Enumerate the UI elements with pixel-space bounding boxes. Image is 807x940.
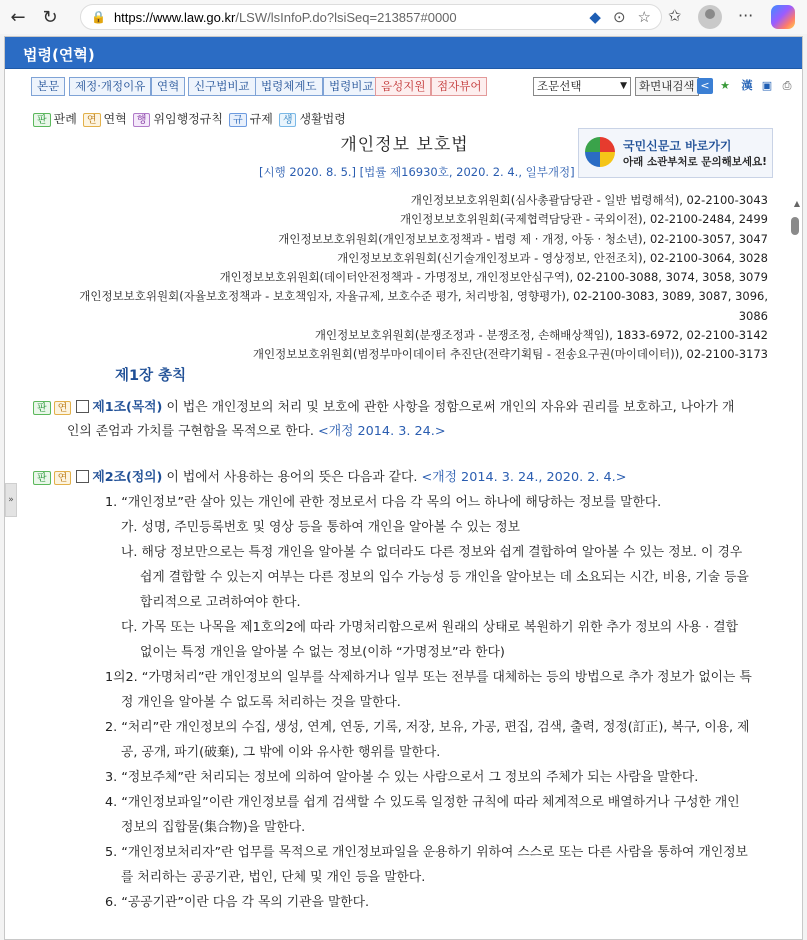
braille-viewer-button[interactable]: 점자뷰어 (431, 77, 487, 96)
banner-subtitle: 아래 소관부처로 문의해보세요! (623, 156, 767, 168)
list-item: 를 처리하는 공공기관, 법인, 단체 및 개인 등을 말한다. (121, 870, 426, 885)
list-item: 1. “개인정보”란 살아 있는 개인에 관한 정보로서 다음 각 목의 어느 하나에 해당하는 정보를 말한다. (105, 495, 662, 510)
contact-line: 개인정보보호위원회(심사총괄담당관 - 일반 법령해석), 02-2100-3043 (410, 193, 768, 207)
epeople-banner[interactable] (578, 128, 773, 178)
save-icon[interactable]: ▣ (761, 79, 773, 92)
legend-item[interactable]: 행 위임행정규칙 (133, 110, 223, 127)
law-title: 개인정보 보호법 (340, 135, 469, 155)
site-info-icon[interactable]: 🔒 (91, 10, 106, 24)
hanja-icon[interactable]: 漢 (741, 79, 753, 92)
scroll-up-icon[interactable]: ▲ (793, 199, 800, 208)
list-item: 정보의 집합물(集合物)을 말한다. (121, 820, 306, 835)
article-select[interactable] (533, 77, 631, 96)
article-text: 이 법에서 사용하는 용어의 뜻은 다음과 같다. (162, 470, 418, 485)
side-panel-toggle-icon[interactable]: » (5, 483, 17, 517)
tab-history[interactable]: 연혁 (151, 77, 185, 96)
article-1-cont (67, 419, 803, 444)
tab-revision-reason[interactable]: 제정·개정이유 (69, 77, 151, 96)
list-item: 4. “개인정보파일”이란 개인정보를 쉽게 검색할 수 있도록 일정한 규칙에 따라 체계적으로 배열하거나 구성한 개인 (105, 795, 740, 810)
favorite-star-icon[interactable]: ☆ (637, 9, 651, 26)
amend-link[interactable]: <개정 2014. 3. 24.> (313, 424, 446, 439)
print-icon[interactable]: ⎙ (782, 79, 792, 92)
list-item: 1의2. “가명처리”란 개인정보의 일부를 삭제하거나 일부 또는 전부를 대체하는 등의 방법으로 추가 정보가 없이는 특 (105, 670, 752, 685)
living-law-badge-icon: 생 (279, 113, 297, 127)
case-badge-icon[interactable]: 판 (33, 471, 51, 485)
law-toolbar (5, 77, 802, 103)
chevron-down-icon: ▼ (620, 81, 627, 91)
back-icon[interactable]: ← (10, 6, 26, 28)
address-bar[interactable] (80, 4, 662, 30)
contact-line: 개인정보보호위원회(범정부마이데이터 추진단(전략기획팀 - 전송요구권(마이데이터)), 02-2100-3173 (252, 347, 768, 362)
enforcement-info[interactable]: [시행 2020. 8. 5.] [법률 제16930호, 2020. 2. 4., 일부개정] (259, 165, 575, 179)
scrollbar-thumb[interactable] (791, 217, 799, 235)
list-item: 공, 공개, 파기(破棄), 그 밖에 이와 유사한 행위를 말한다. (121, 745, 441, 760)
contact-line: 개인정보보호위원회(데이터안전정책과 - 가명정보, 개인정보안심구역), 02-2100-3088, 3074, 3058, 3079 (219, 270, 768, 285)
list-item: 정 개인을 알아볼 수 없도록 처리하는 것을 말한다. (121, 695, 401, 710)
tag-icon[interactable]: ◆ (589, 9, 601, 26)
article-2 (33, 465, 778, 490)
article-title: 제1조(목적) (92, 400, 163, 415)
article-text: 이 법은 개인정보의 처리 및 보호에 관한 사항을 정함으로써 개인의 자유와 권리를 보호하고, 나아가 개 (162, 400, 735, 415)
legend-item[interactable]: 생 생활법령 (279, 110, 346, 127)
contact-line: 개인정보보호위원회(분쟁조정과 - 분쟁조정, 손해배상책임), 1833-6972, 02-2100-3142 (314, 328, 768, 343)
avatar[interactable] (698, 5, 722, 29)
tab-law-compare[interactable]: 법령비교 (323, 77, 379, 96)
history-badge-icon[interactable]: 연 (54, 401, 72, 415)
list-item: 없이는 특정 개인을 알아볼 수 없는 정보(이하 “가명정보”라 한다) (140, 645, 505, 660)
contact-line: 개인정보보호위원회(개인정보보호정책과 - 법령 제 · 개정, 아동 · 청소년), 02-2100-3057, 3047 (278, 231, 768, 246)
contact-line: 3086 (738, 308, 768, 323)
tab-law-structure[interactable]: 법령체계도 (255, 77, 323, 96)
legend-item[interactable]: 연 연혁 (83, 110, 127, 127)
bookmark-icon[interactable]: ★ (720, 79, 730, 92)
list-item: 6. “공공기관”이란 다음 각 목의 기관을 말한다. (105, 895, 370, 910)
list-item: 합리적으로 고려하여야 한다. (140, 595, 301, 610)
share-icon[interactable]: < (697, 78, 713, 94)
banner-title: 국민신문고 바로가기 (623, 139, 732, 153)
list-item: 다. 가목 또는 나목을 제1호의2에 따라 가명처리함으로써 원래의 상태로 복원하기 위한 추가 정보의 사용 · 결합 (121, 620, 738, 635)
epeople-logo-icon (585, 137, 615, 167)
amend-link[interactable]: <개정 2014. 3. 24., 2020. 2. 4.> (417, 470, 627, 485)
article-checkbox[interactable] (76, 400, 89, 413)
contact-line: 개인정보보호위원회(신기술개인정보과 - 영상정보, 안전조치), 02-2100-3064, 3028 (337, 250, 768, 265)
favorites-icon[interactable]: ✩ (668, 6, 682, 25)
copilot-icon[interactable] (771, 5, 795, 29)
history-badge-icon: 연 (83, 113, 101, 127)
contact-line: 개인정보보호위원회(자율보호정책과 - 보호책임자, 자율규제, 보호수준 평가, 처리방침, 영향평가), 02-2100-3083, 3089, 3087, 3096, (79, 289, 768, 304)
legend (33, 110, 346, 127)
tab-old-new-compare[interactable]: 신구법비교 (188, 77, 256, 96)
chapter-heading: 제1장 총칙 (115, 368, 187, 384)
list-item: 나. 해당 정보만으로는 특정 개인을 알아볼 수 없더라도 다른 정보와 쉽게 결합하여 알아볼 수 있는 정보. 이 경우 (121, 545, 743, 560)
in-page-search-button[interactable]: 화면내검색 (635, 77, 699, 96)
list-item: 5. “개인정보처리자”란 업무를 목적으로 개인정보파일을 운용하기 위하여 스스로 또는 다른 사람을 통하여 개인정보 (105, 845, 748, 860)
article-title: 제2조(정의) (92, 470, 163, 485)
legend-item[interactable]: 규 규제 (229, 110, 273, 127)
article-1 (33, 395, 778, 420)
more-tools-icon[interactable]: ⊙ (612, 9, 626, 26)
list-item: 2. “처리”란 개인정보의 수집, 생성, 연계, 연동, 기록, 저장, 보유, 가공, 편집, 검색, 출력, 정정(訂正), 복구, 이용, 제 (105, 720, 750, 735)
window-title: 법령(연혁) (5, 37, 802, 69)
law-window (4, 36, 803, 940)
contact-line: 개인정보보호위원회(국제협력담당관 - 국외이전), 02-2100-2484, 2499 (400, 212, 768, 227)
voice-support-button[interactable]: 음성지원 (375, 77, 431, 96)
url-host: https://www.law.go.kr (113, 9, 236, 25)
refresh-icon[interactable]: ↻ (42, 6, 58, 28)
tab-body[interactable]: 본문 (31, 77, 65, 96)
history-badge-icon[interactable]: 연 (54, 471, 72, 485)
list-item: 쉽게 결합할 수 있는지 여부는 다른 정보의 입수 가능성 등 개인을 알아보는 데 소요되는 시간, 비용, 기술 등을 (140, 570, 749, 585)
menu-dots-icon[interactable]: ··· (738, 6, 754, 25)
article-select-value: 조문선택 (537, 79, 582, 93)
legend-item[interactable]: 판 판례 (33, 110, 77, 127)
admin-rule-badge-icon: 행 (133, 113, 151, 127)
url-path: /LSW/lsInfoP.do?lsiSeq=213857#0000 (235, 9, 457, 25)
case-badge-icon[interactable]: 판 (33, 401, 51, 415)
regulation-badge-icon: 규 (229, 113, 247, 127)
list-item: 3. “정보주체”란 처리되는 정보에 의하여 알아볼 수 있는 사람으로서 그 정보의 주체가 되는 사람을 말한다. (105, 770, 699, 785)
contact-list (45, 191, 768, 365)
case-badge-icon: 판 (33, 113, 51, 127)
article-text: 인의 존엄과 가치를 구현함을 목적으로 한다. (67, 424, 314, 439)
list-item: 가. 성명, 주민등록번호 및 영상 등을 통하여 개인을 알아볼 수 있는 정보 (121, 520, 521, 535)
article-checkbox[interactable] (76, 470, 89, 483)
